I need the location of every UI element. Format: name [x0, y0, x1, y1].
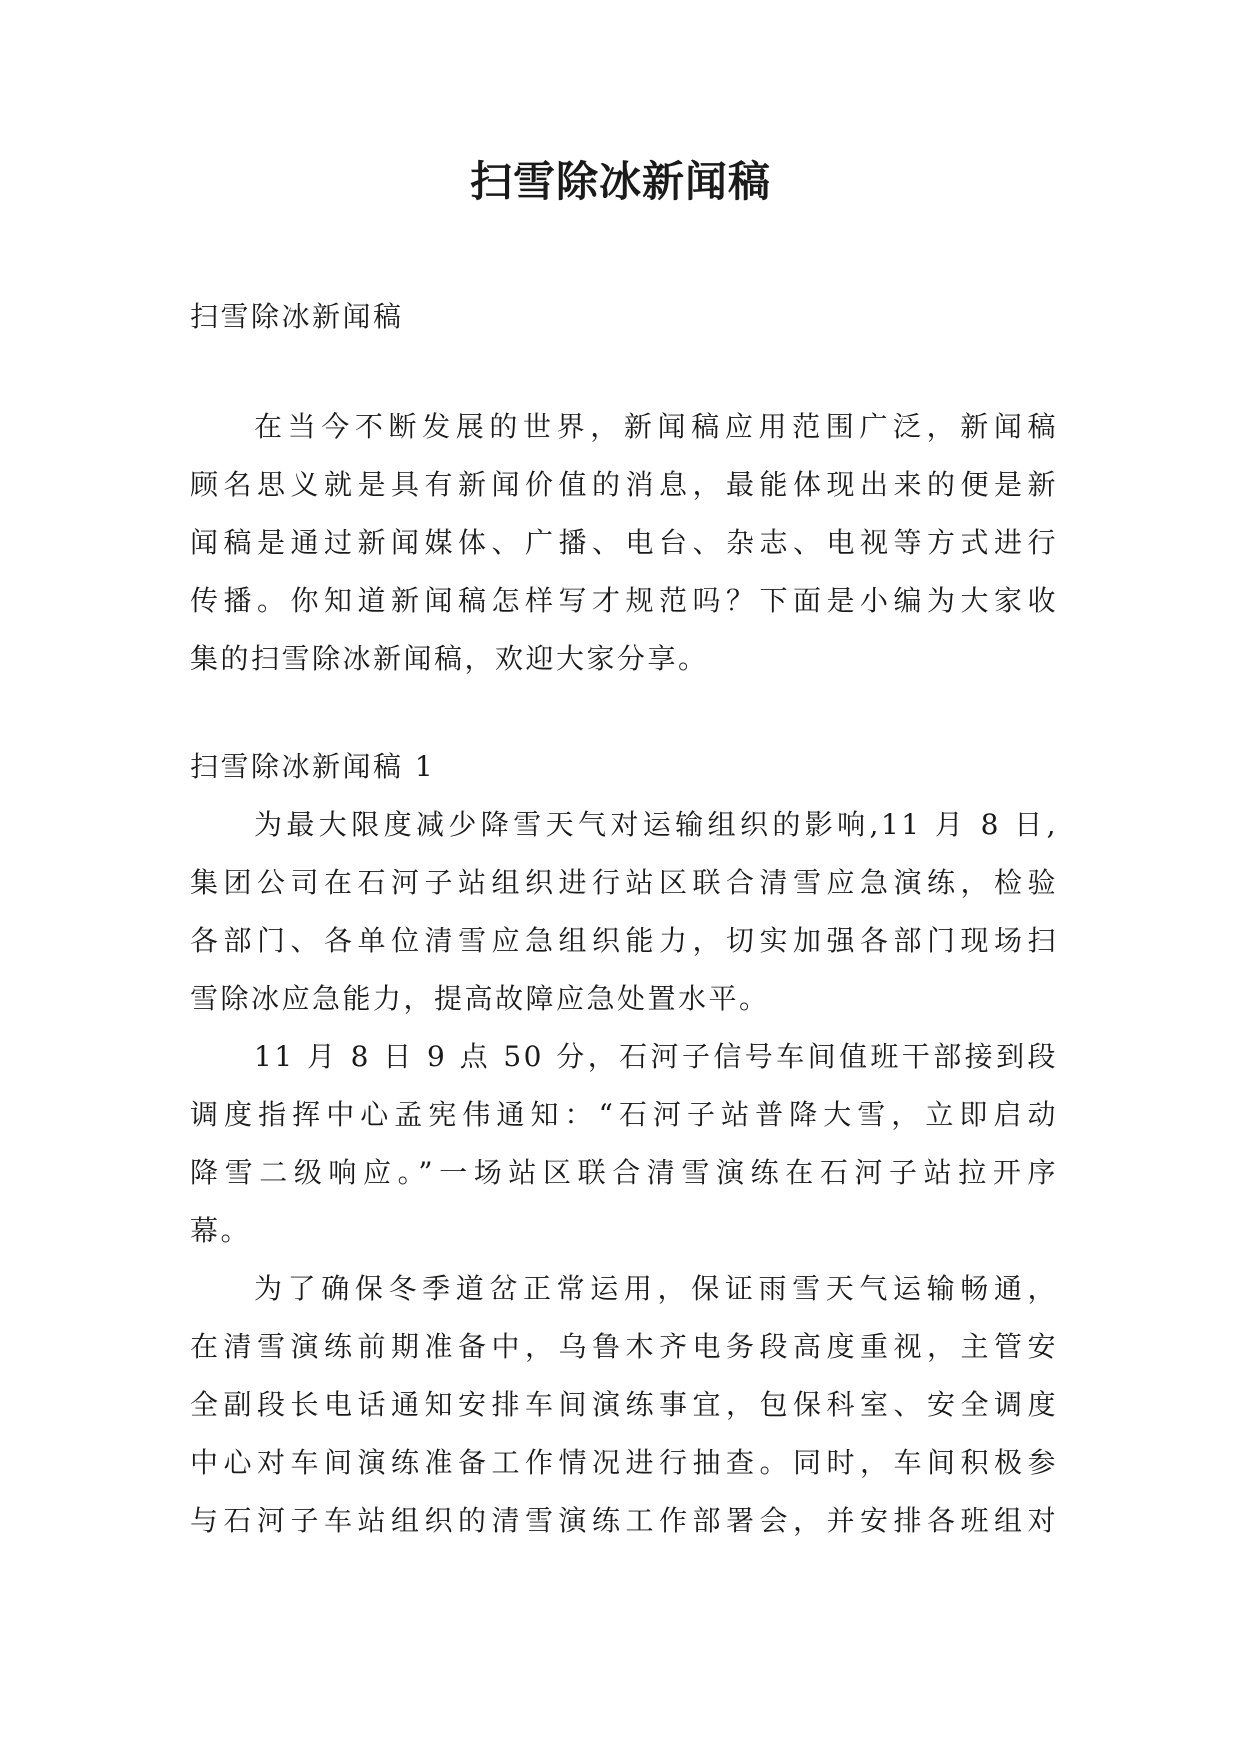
intro-line: 传播。你知道新闻稿怎样写才规范吗？下面是小编为大家收 [190, 584, 1058, 617]
paragraph-line: 调度指挥中心孟宪伟通知：“石河子站普降大雪，立即启动 [190, 1098, 1058, 1131]
paragraph-line: 雪除冰应急能力，提高故障应急处置水平。 [190, 982, 770, 1015]
spacer [190, 688, 1058, 738]
paragraph-line: 与石河子车站组织的清雪演练工作部署会，并安排各班组对 [190, 1504, 1058, 1537]
paragraph-line: 集团公司在石河子站组织进行站区联合清雪应急演练，检验 [190, 866, 1058, 899]
paragraph-line: 降雪二级响应。”一场站区联合清雪演练在石河子站拉开序 [190, 1156, 1058, 1189]
paragraph-1 [190, 796, 1058, 1028]
intro-line: 闻稿是通过新闻媒体、广播、电台、杂志、电视等方式进行 [190, 526, 1058, 559]
paragraph-line: 为了确保冬季道岔正常运用，保证雨雪天气运输畅通， [254, 1272, 1058, 1305]
paragraph-3 [190, 1260, 1058, 1550]
paragraph-line: 各部门、各单位清雪应急组织能力，切实加强各部门现场扫 [190, 924, 1058, 957]
paragraph-line: 中心对车间演练准备工作情况进行抽查。同时，车间积极参 [190, 1446, 1058, 1479]
paragraph-line: 为最大限度减少降雪天气对运输组织的影响,11 月 8 日, [254, 808, 1058, 841]
paragraph-line: 11 月 8 日 9 点 50 分，石河子信号车间值班干部接到段 [254, 1040, 1058, 1073]
paragraph-line: 幕。 [190, 1214, 252, 1247]
paragraph-2 [190, 1028, 1058, 1260]
intro-line: 集的扫雪除冰新闻稿，欢迎大家分享。 [190, 642, 709, 675]
paragraph-line: 全副段长电话通知安排车间演练事宜，包保科室、安全调度 [190, 1388, 1058, 1421]
document-subtitle: 扫雪除冰新闻稿 [190, 300, 404, 333]
intro-line: 在当今不断发展的世界，新闻稿应用范围广泛，新闻稿 [254, 410, 1058, 443]
document-body [190, 288, 1058, 1550]
section-heading: 扫雪除冰新闻稿 1 [190, 750, 436, 783]
document-title: 扫雪除冰新闻稿 [469, 157, 771, 206]
intro-line: 顾名思义就是具有新闻价值的消息，最能体现出来的便是新 [190, 468, 1058, 501]
spacer [190, 346, 1058, 398]
intro-paragraph [190, 398, 1058, 688]
paragraph-line: 在清雪演练前期准备中，乌鲁木齐电务段高度重视，主管安 [190, 1330, 1058, 1363]
